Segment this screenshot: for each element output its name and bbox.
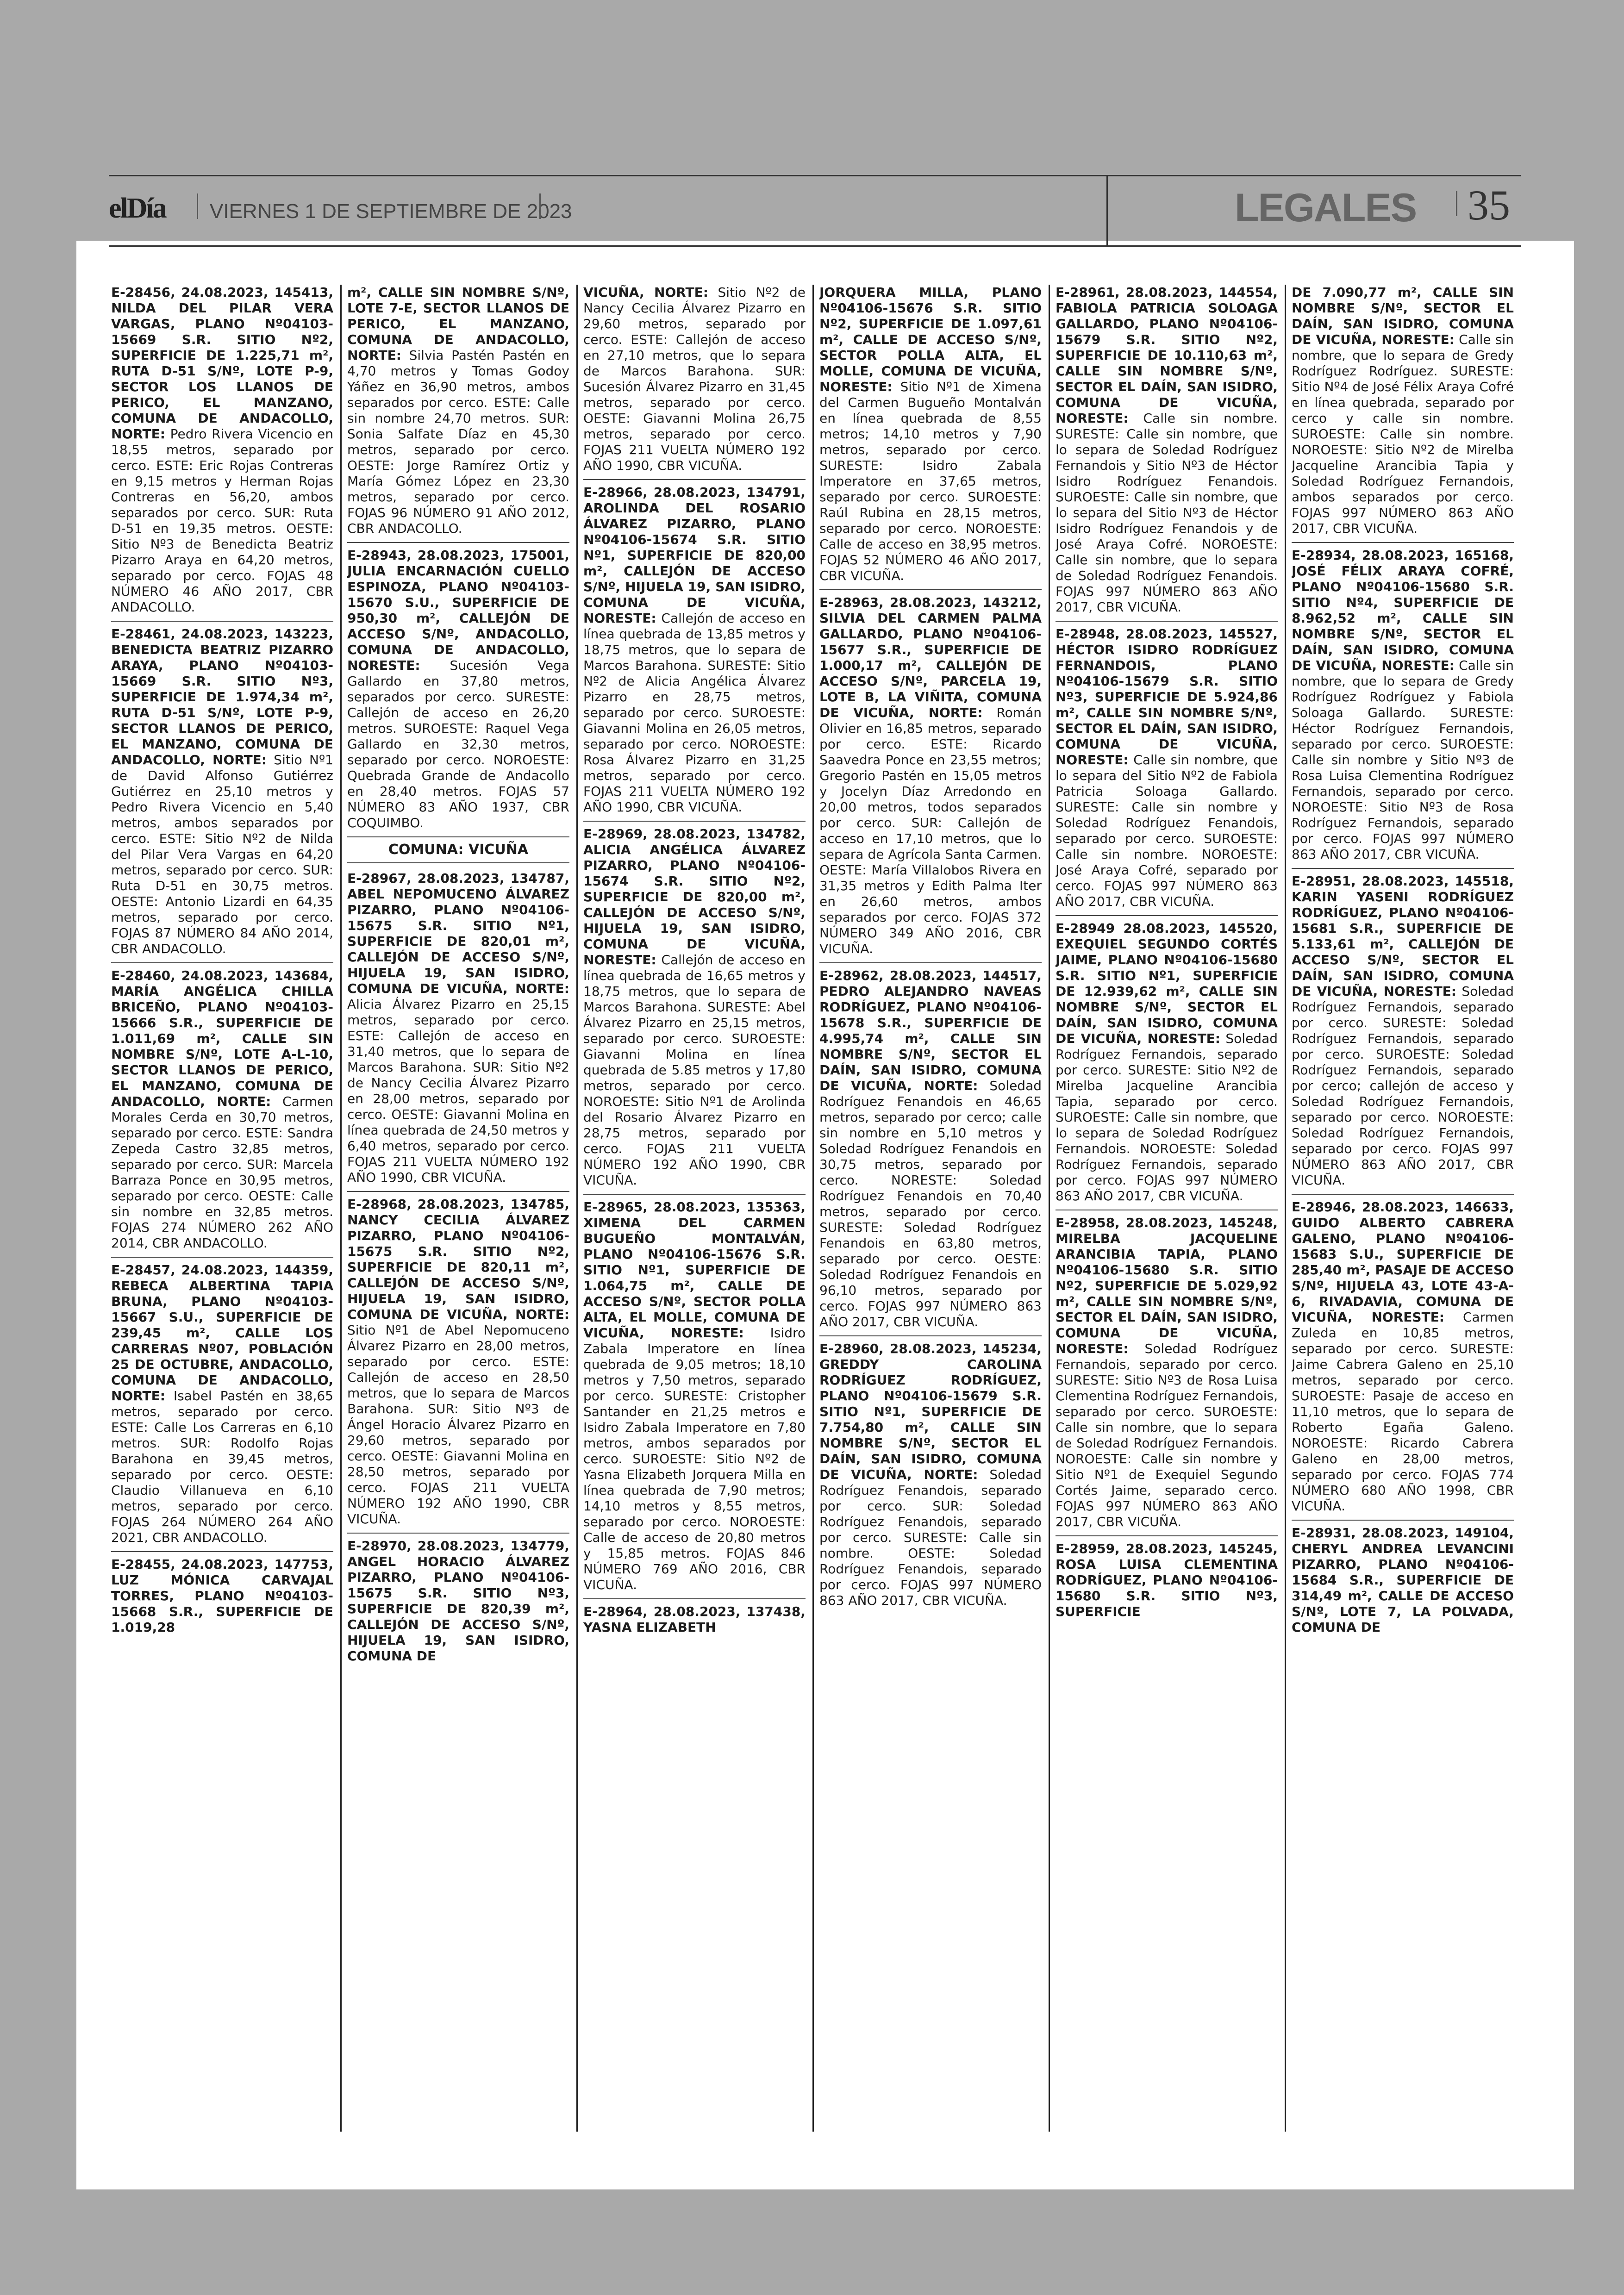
notice-heading: E-28965, 28.08.2023, 135363, XIMENA DEL CARMEN BUGUEÑO MONTALVÁN, PLANO Nº04106-15676 S.R. SITIO Nº1, SUPERFICIE DE 1.064,75 m², CALLE DE ACCESO S/Nº, SECTOR POLLA ALTA, EL MOLLE, COMUNA DE VICUÑA, NORESTE:: [583, 1199, 806, 1341]
notice-body: Carmen Morales Cerda en 30,70 metros, separado por cerco. ESTE: Sandra Zepeda Castro 32,85 metros, separado por cerco. SUR: Marcela Barraza Ponce en 30,95 metros, separado por cerco. OESTE: Calle sin nombre en 32,85 metros. FOJAS 274 NÚMERO 262 AÑO 2014, CBR ANDACOLLO.: [111, 1094, 333, 1251]
notice-heading: E-28455, 24.08.2023, 147753, LUZ MÓNICA CARVAJAL TORRES, PLANO Nº04103-15668 S.R., SUPERFICIE DE 1.019,28: [111, 1557, 333, 1635]
notice-heading: E-28958, 28.08.2023, 145248, MIRELBA JACQUELINE ARANCIBIA TAPIA, PLANO Nº04106-15680 S.R. SITIO Nº2, SUPERFICIE DE 5.029,92 m², CALLE SIN NOMBRE S/Nº, SECTOR EL DAÍN, SAN ISIDRO, COMUNA DE VICUÑA, NORESTE:: [1056, 1215, 1278, 1356]
legal-notice: [583, 1604, 806, 1641]
notice-heading: E-28964, 28.08.2023, 137438, YASNA ELIZABETH: [583, 1604, 806, 1635]
column-rule: [576, 285, 578, 2132]
legal-notice: [1292, 1199, 1514, 1521]
newspaper-logo: elDía: [109, 193, 166, 224]
notice-body: Pedro Rivera Vicencio en 18,55 metros, separado por cerco. ESTE: Eric Rojas Contreras en 9,15 metros y Herman Rojas Contreras en 56,20, ambos separados por cerco. SUR: Ruta D-51 en 19,35 metros. OESTE: Sitio Nº3 de Benedicta Beatriz Pizarro Araya en 64,20 metros, separado por cerco. FOJAS 48 NÚMERO 46 AÑO 2017, CBR ANDACOLLO.: [111, 426, 333, 615]
page-number: 35: [1468, 181, 1510, 229]
column-4: [819, 285, 1042, 2132]
notice-heading: DE 7.090,77 m², CALLE SIN NOMBRE S/Nº, SECTOR EL DAÍN, SAN ISIDRO, COMUNA DE VICUÑA, NORESTE:: [1292, 285, 1514, 347]
notice-heading: E-28951, 28.08.2023, 145518, KARIN YASENI RODRÍGUEZ RODRÍGUEZ, PLANO Nº04106-15681 S.R., SUPERFICIE DE 5.133,61 m², CALLEJÓN DE ACCESO S/Nº, SECTOR EL DAÍN, SAN ISIDRO, COMUNA DE VICUÑA, NORESTE:: [1292, 873, 1514, 999]
legal-notice: [1056, 1541, 1278, 1625]
notice-body: Sitio Nº1 de Ximena del Carmen Bugueño Montalván en línea quebrada de 8,55 metros; 14,10 metros y 7,90 metros, separado por cerco. SURESTE: Isidro Zabala Imperatore en 37,65 metros, separado por cerco. SUROESTE: Raúl Rubina en 28,15 metros, separado por cerco. NOROESTE: Calle de acceso en 38,95 metros. FOJAS 52 NÚMERO 46 AÑO 2017, CBR VICUÑA.: [819, 379, 1042, 583]
notice-heading: E-28460, 24.08.2023, 143684, MARÍA ANGÉLICA CHILLA BRICEÑO, PLANO Nº04103-15666 S.R., SUPERFICIE DE 1.011,69 m², CALLE SIN NOMBRE S/Nº, LOTE A-L-10, SECTOR LLANOS DE PERICO, EL MANZANO, COMUNA DE ANDACOLLO, NORTE:: [111, 968, 333, 1109]
notice-heading: E-28461, 24.08.2023, 143223, BENEDICTA BEATRIZ PIZARRO ARAYA, PLANO Nº04103-15669 S.R. SITIO Nº3, SUPERFICIE DE 1.974,34 m², RUTA D-51 S/Nº, LOTE P-9, SECTOR LLANOS DE PERICO, EL MANZANO, COMUNA DE ANDACOLLO, NORTE:: [111, 626, 333, 767]
column-6: [1292, 285, 1514, 2132]
column-3: [583, 285, 806, 2132]
notice-heading: E-28962, 28.08.2023, 144517, PEDRO ALEJANDRO NAVEAS RODRÍGUEZ, PLANO Nº04106-15678 S.R., SUPERFICIE DE 4.995,74 m², CALLE SIN NOMBRE S/Nº, SECTOR EL DAÍN, SAN ISIDRO, COMUNA DE VICUÑA, NORTE:: [819, 968, 1042, 1093]
legal-notice: [583, 285, 806, 480]
column-5: [1056, 285, 1278, 2132]
legal-notice: [111, 285, 333, 622]
notice-body: Carmen Zuleda en 10,85 metros, separado por cerco. SURESTE: Jaime Cabrera Galeno en 25,10 metros, separado por cerco. SUROESTE: Pasaje de acceso en 11,10 metros, que lo separa de Roberto Egaña Galeno. NOROESTE: Ricardo Cabrera Galeno en 28,00 metros, separado por cerco. FOJAS 774 NÚMERO 680 AÑO 1998, CBR VICUÑA.: [1292, 1310, 1514, 1514]
notice-heading: E-28946, 28.08.2023, 146633, GUIDO ALBERTO CABRERA GALENO, PLANO Nº04106-15683 S.U., SUPERFICIE DE 285,40 m², PASAJE DE ACCESO S/Nº, HIJUELA 43, LOTE 43-A-6, RIVADAVIA, COMUNA DE VICUÑA, NORESTE:: [1292, 1199, 1514, 1325]
legal-notice: [111, 1557, 333, 1641]
legal-notice: [583, 826, 806, 1195]
notice-heading: E-28969, 28.08.2023, 134782, ALICIA ANGÉLICA ÁLVAREZ PIZARRO, PLANO Nº04106-15674 S.R. SITIO Nº2, SUPERFICIE DE 820,00 m², CALLEJÓN DE ACCESO S/Nº, HIJUELA 19, SAN ISIDRO, COMUNA DE VICUÑA, NORESTE:: [583, 826, 806, 967]
legal-notice: [347, 548, 569, 837]
notice-body: Soledad Rodríguez Fernandois, separado por cerco. SURESTE: Sitio Nº3 de Rosa Luisa Clementina Rodríguez Fernandois, separado por cerco. SUROESTE: Calle sin nombre, que lo separa de Soledad Rodríguez Fernandois. NOROESTE: Calle sin nombre y Sitio Nº1 de Exequiel Segundo Cortés Jaime, separado cerco. FOJAS 997 NÚMERO 863 AÑO 2017, CBR VICUÑA.: [1056, 1341, 1278, 1529]
notice-body: Soledad Rodríguez Fernandois, separado por cerco. SURESTE: Sitio Nº2 de Mirelba Jacqueline Arancibia Tapia, separado por cerco. SUROESTE: Calle sin nombre, que lo separa de Soledad Rodríguez Fernandois. NOROESTE: Soledad Rodríguez Fernandois, separado por cerco. FOJAS 997 NÚMERO 863 AÑO 2017, CBR VICUÑA.: [1056, 1031, 1278, 1204]
column-rule: [812, 285, 814, 2132]
notice-body: Alicia Álvarez Pizarro en 25,15 metros, separado por cerco. ESTE: Callejón de acceso en 31,40 metros, que lo separa de Marcos Barahona. SUR: Sitio Nº2 de Nancy Cecilia Álvarez Pizarro en 28,00 metros, separado por cerco. OESTE: Giavanni Molina en línea quebrada de 24,50 metros y 6,40 metros, separado por cerco. FOJAS 211 VUELTA NÚMERO 192 AÑO 1990, CBR VICUÑA.: [347, 997, 569, 1185]
legal-notice: [1292, 285, 1514, 543]
notice-body: Román Olivier en 16,85 metros, separado por cerco. ESTE: Ricardo Saavedra Ponce en 23,55 metros; Gregorio Pastén en 15,05 metros y Jocelyn Díaz Arredondo en 20,00 metros, todos separados por cerco. SUR: Callejón de acceso en 17,10 metros, que lo separa de Agrícola Santa Carmen. OESTE: María Villalobos Rivera en 31,35 metros y Edith Palma Iter en 26,60 metros, ambos separados por cerco. FOJAS 372 NÚMERO 349 AÑO 2016, CBR VICUÑA.: [819, 705, 1042, 956]
notice-body: Sitio Nº1 de David Alfonso Gutiérrez Gutiérrez en 25,10 metros y Pedro Rivera Vicencio en 5,40 metros, ambos separados por cerco. ESTE: Sitio Nº2 de Nilda del Pilar Vera Vargas en 64,20 metros, separado por cerco. SUR: Ruta D-51 en 30,75 metros. OESTE: Antonio Lizardi en 64,35 metros, separado por cerco. FOJAS 87 NÚMERO 84 AÑO 2014, CBR ANDACOLLO.: [111, 752, 333, 956]
notice-heading: E-28457, 24.08.2023, 144359, REBECA ALBERTINA TAPIA BRUNA, PLANO Nº04103-15667 S.U., SUPERFICIE DE 239,45 m², CALLE LOS CARRERAS Nº07, POBLACIÓN 25 DE OCTUBRE, ANDACOLLO, COMUNA DE ANDACOLLO, NORTE:: [111, 1262, 333, 1403]
notice-heading: E-28967, 28.08.2023, 134787, ABEL NEPOMUCENO ÁLVAREZ PIZARRO, PLANO Nº04106-15675 S.R. SITIO Nº1, SUPERFICIE DE 820,01 m², CALLEJÓN DE ACCESO S/Nº, HIJUELA 19, SAN ISIDRO, COMUNA DE VICUÑA, NORTE:: [347, 871, 569, 996]
header-divider: [539, 193, 541, 219]
legal-notice: [1292, 873, 1514, 1195]
legal-notice: [111, 626, 333, 963]
notice-heading: E-28970, 28.08.2023, 134779, ANGEL HORACIO ÁLVAREZ PIZARRO, PLANO Nº04106-15675 S.R. SITIO Nº3, SUPERFICIE DE 820,39 m², CALLEJÓN DE ACCESO S/Nº, HIJUELA 19, SAN ISIDRO, COMUNA DE: [347, 1538, 569, 1664]
notice-heading: E-28943, 28.08.2023, 175001, JULIA ENCARNACIÓN CUELLO ESPINOZA, PLANO Nº04103-15670 S.U., SUPERFICIE DE 950,30 m², CALLEJÓN DE ACCESO S/Nº, ANDACOLLO, COMUNA DE ANDACOLLO, NORESTE:: [347, 548, 569, 673]
legal-notice: [347, 871, 569, 1192]
legal-notice: [819, 968, 1042, 1336]
section-title: LEGALES: [1235, 186, 1417, 230]
notice-heading: E-28966, 28.08.2023, 134791, AROLINDA DEL ROSARIO ÁLVAREZ PIZARRO, PLANO Nº04106-15674 S.R. SITIO Nº1, SUPERFICIE DE 820,00 m², CALLEJÓN DE ACCESO S/Nº, HIJUELA 19, SAN ISIDRO, COMUNA DE VICUÑA, NORESTE:: [583, 485, 806, 626]
notice-body: Isabel Pastén en 38,65 metros, separado por cerco. ESTE: Calle Los Carreras en 6,10 metros. SUR: Rodolfo Rojas Barahona en 39,45 metros, separado por cerco. OESTE: Claudio Villanueva en 6,10 metros, separado por cerco. FOJAS 264 NÚMERO 264 AÑO 2021, CBR ANDACOLLO.: [111, 1388, 333, 1545]
legal-notice: [1292, 1525, 1514, 1641]
legal-notice: [819, 1341, 1042, 1614]
header-divider: [1456, 191, 1457, 216]
notice-body: Callejón de acceso en línea quebrada de 16,65 metros y 18,75 metros, que lo separa de Marcos Barahona. SURESTE: Abel Álvarez Pizarro en 25,15 metros, separado por cerco. SUROESTE: Giavanni Molina en línea quebrada de 5.85 metros y 17,80 metros, separado por cerco. NOROESTE: Sitio Nº1 de Arolinda del Rosario Álvarez Pizarro en 28,75 metros, separado por cerco. FOJAS 211 VUELTA NÚMERO 192 AÑO 1990, CBR VICUÑA.: [583, 952, 806, 1188]
column-2: [347, 285, 569, 2132]
notice-heading: E-28968, 28.08.2023, 134785, NANCY CECILIA ÁLVAREZ PIZARRO, PLANO Nº04106-15675 S.R. SITIO Nº2, SUPERFICIE DE 820,11 m², CALLEJÓN DE ACCESO S/Nº, HIJUELA 19, SAN ISIDRO, COMUNA DE VICUÑA, NORTE:: [347, 1197, 569, 1322]
notice-body: Isidro Zabala Imperatore en línea quebrada de 9,05 metros; 18,10 metros y 7,50 metros, separado por cerco. SURESTE: Cristopher Santander en 21,25 metros e Isidro Zabala Imperatore en 7,80 metros, ambos separados por cerco. SUROESTE: Sitio Nº2 de Yasna Elizabeth Jorquera Milla en línea quebrada de 7,90 metros; 14,10 metros y 8,55 metros, separado por cerco. NOROESTE: Calle de acceso de 20,80 metros y 15,85 metros. FOJAS 846 NÚMERO 769 AÑO 2016, CBR VICUÑA.: [583, 1325, 806, 1592]
legal-notice: [347, 285, 569, 543]
legal-notice: [583, 485, 806, 822]
issue-date: VIERNES 1 DE SEPTIEMBRE DE 2023: [210, 200, 572, 223]
notice-body: Calle sin nombre, que lo separa de Gredy Rodríguez Rodríguez. SURESTE: Sitio Nº4 de José Félix Araya Cofré en línea quebrada, separado por cerco y calle sin nombre. SUROESTE: Calle sin nombre. NOROESTE: Sitio Nº2 de Mirelba Jacqueline Arancibia Tapia y Soledad Rodríguez Fernandois, ambos separados por cerco. FOJAS 997 NÚMERO 863 AÑO 2017, CBR VICUÑA.: [1292, 332, 1514, 536]
column-rule: [1285, 285, 1286, 2132]
legal-notice: [347, 1197, 569, 1534]
header-divider: [1106, 175, 1108, 245]
notice-body: Sucesión Vega Gallardo en 37,80 metros, separados por cerco. SURESTE: Callejón de acceso en 26,20 metros. SUROESTE: Raquel Vega Gallardo en 32,30 metros, separado por cerco. NOROESTE: Quebrada Grande de Andacollo en 28,40 metros. FOJAS 57 NÚMERO 83 AÑO 1937, CBR COQUIMBO.: [347, 658, 569, 830]
notice-body: Sitio Nº1 de Abel Nepomuceno Álvarez Pizarro en 28,00 metros, separado por cerco. ESTE: Callejón de acceso en 28,50 metros, que lo separa de Marcos Barahona. SUR: Sitio Nº3 de Ángel Horacio Álvarez Pizarro en 29,60 metros, separado por cerco. OESTE: Giavanni Molina en 28,50 metros, separado por cerco. FOJAS 211 VUELTA NÚMERO 192 AÑO 1990, CBR VICUÑA.: [347, 1322, 569, 1527]
notice-body: Soledad Rodríguez Fenandois en 46,65 metros, separado por cerco; calle sin nombre en 5,10 metros y Soledad Rodríguez Fenandois en 30,75 metros, separado por cerco. NORESTE: Soledad Rodríguez Fenandois en 70,40 metros, separado por cerco. SURESTE: Soledad Rodríguez Fenandois en 63,80 metros, separado por cerco. OESTE: Soledad Rodríguez Fenandois en 96,10 metros, separado por cerco. FOJAS 997 NÚMERO 863 AÑO 2017, CBR VICUÑA.: [819, 1078, 1042, 1329]
notice-heading: E-28949 28.08.2023, 145520, EXEQUIEL SEGUNDO CORTÉS JAIME, PLANO Nº04106-15680 S.R. SITIO Nº1, SUPERFICIE DE 12.939,62 m², CALLE SIN NOMBRE S/Nº, SECTOR EL DAÍN, SAN ISIDRO, COMUNA DE VICUÑA, NORESTE:: [1056, 921, 1278, 1046]
legal-notice: [1056, 626, 1278, 916]
notice-heading: E-28456, 24.08.2023, 145413, NILDA DEL PILAR VERA VARGAS, PLANO Nº04103-15669 S.R. SITIO Nº2, SUPERFICIE DE 1.225,71 m², RUTA D-51 S/Nº, LOTE P-9, SECTOR LOS LLANOS DE PERICO, EL MANZANO, COMUNA DE ANDACOLLO, NORTE:: [111, 285, 333, 442]
notice-heading: E-28931, 28.08.2023, 149104, CHERYL ANDREA LEVANCINI PIZARRO, PLANO Nº04106-15684 S.R., SUPERFICIE DE 314,49 m², CALLE DE ACCESO S/Nº, LOTE 7, LA POLVADA, COMUNA DE: [1292, 1525, 1514, 1635]
notice-heading: E-28963, 28.08.2023, 143212, SILVIA DEL CARMEN PALMA GALLARDO, PLANO Nº04106-15677 S.R., SUPERFICIE DE 1.000,17 m², CALLEJÓN DE ACCESO S/Nº, PARCELA 19, LOTE B, LA VIÑITA, COMUNA DE VICUÑA, NORTE:: [819, 595, 1042, 720]
legal-notice: [583, 1199, 806, 1599]
notice-body: Soledad Rodríguez Fenandois, separado por cerco. SUR: Soledad Rodríguez Fenandois, separado por cerco. SURESTE: Calle sin nombre. OESTE: Soledad Rodríguez Fenandois, separado por cerco. FOJAS 997 NÚMERO 863 AÑO 2017, CBR VICUÑA.: [819, 1467, 1042, 1608]
notice-heading: JORQUERA MILLA, PLANO Nº04106-15676 S.R. SITIO Nº2, SUPERFICIE DE 1.097,61 m², CALLE DE ACCESO S/Nº, SECTOR POLLA ALTA, EL MOLLE, COMUNA DE VICUÑA, NORESTE:: [819, 285, 1042, 394]
legal-notice: [1056, 285, 1278, 622]
notice-heading: E-28959, 28.08.2023, 145245, ROSA LUISA CLEMENTINA RODRÍGUEZ, PLANO Nº04106-15680 S.R. SITIO Nº3, SUPERFICIE: [1056, 1541, 1278, 1619]
notice-heading: E-28934, 28.08.2023, 165168, JOSÉ FÉLIX ARAYA COFRÉ, PLANO Nº04106-15680 S.R. SITIO Nº4, SUPERFICIE DE 8.962,52 m², CALLE SIN NOMBRE S/Nº, SECTOR EL DAÍN, SAN ISIDRO, COMUNA DE VICUÑA, NORESTE:: [1292, 548, 1514, 673]
header-bottom-rule: [109, 245, 1521, 247]
legal-notice: [111, 1262, 333, 1552]
legal-notice: [1056, 1215, 1278, 1536]
notice-heading: E-28960, 28.08.2023, 145234, GREDDY CAROLINA RODRÍGUEZ RODRÍGUEZ, PLANO Nº04106-15679 S.R. SITIO Nº1, SUPERFICIE DE 7.754,80 m², CALLE SIN NOMBRE S/Nº, SECTOR EL DAÍN, SAN ISIDRO, COMUNA DE VICUÑA, NORTE:: [819, 1341, 1042, 1482]
column-rule: [340, 285, 342, 2132]
notice-body: Silvia Pastén Pastén en 4,70 metros y Tomas Godoy Yáñez en 36,90 metros, ambos separados por cerco. ESTE: Calle sin nombre 24,70 metros. SUR: Sonia Salfate Díaz en 45,30 metros, separado por cerco. OESTE: Jorge Ramírez Ortiz y María Gómez López en 23,30 metros, separado por cerco. FOJAS 96 NÚMERO 91 AÑO 2012, CBR ANDACOLLO.: [347, 348, 569, 536]
notice-heading: m², CALLE SIN NOMBRE S/Nº, LOTE 7-E, SECTOR LLANOS DE PERICO, EL MANZANO, COMUNA DE ANDACOLLO, NORTE:: [347, 285, 569, 363]
header-top-rule: [109, 175, 1521, 176]
legal-notice: [819, 595, 1042, 963]
legal-notice: [1292, 548, 1514, 869]
column-1: [111, 285, 333, 2132]
legal-notices-columns: [111, 285, 1516, 2136]
notice-body: Sitio Nº2 de Nancy Cecilia Álvarez Pizarro en 29,60 metros, separado por cerco. ESTE: Callejón de acceso en 27,10 metros, que lo separa de Marcos Barahona. SUR: Sucesión Álvarez Pizarro en 31,45 metros, separado por cerco. OESTE: Giavanni Molina 26,75 metros, separado por cerco. FOJAS 211 VUELTA NÚMERO 192 AÑO 1990, CBR VICUÑA.: [583, 285, 806, 473]
commune-heading: COMUNA: VICUÑA: [347, 842, 569, 863]
column-rule: [1049, 285, 1050, 2132]
notice-body: Soledad Rodríguez Fernandois, separado por cerco. SURESTE: Soledad Rodríguez Fernandois, separado por cerco. SUROESTE: Soledad Rodríguez Fernandois, separado por cerco; callejón de acceso y Soledad Rodríguez Fernandois, separado por cerco. NOROESTE: Soledad Rodríguez Fernandois, separado por cerco. FOJAS 997 NÚMERO 863 AÑO 2017, CBR VICUÑA.: [1292, 984, 1514, 1188]
page-header: [109, 171, 1521, 250]
notice-body: Callejón de acceso en línea quebrada de 13,85 metros y 18,75 metros, que lo separa de Marcos Barahona. SURESTE: Sitio Nº2 de Alicia Angélica Álvarez Pizarro en 28,75 metros, separado por cerco. SUROESTE: Giavanni Molina en 26,05 metros, separado por cerco. NOROESTE: Rosa Álvarez Pizarro en 31,25 metros, separado por cerco. FOJAS 211 VUELTA NÚMERO 192 AÑO 1990, CBR VICUÑA.: [583, 611, 806, 815]
legal-notice: [1056, 921, 1278, 1210]
notice-body: Calle sin nombre, que lo separa de Gredy Rodríguez Rodríguez y Fabiola Soloaga Gallardo. SURESTE: Héctor Rodríguez Fernandois, separado por cerco. SUROESTE: Calle sin nombre y Sitio Nº3 de Rosa Luisa Clementina Rodríguez Fernandois, separado por cerco. NOROESTE: Sitio Nº3 de Rosa Rodríguez Fernandois, separado por cerco. FOJAS 997 NÚMERO 863 AÑO 2017, CBR VICUÑA.: [1292, 658, 1514, 862]
legal-notice: [347, 1538, 569, 1670]
legal-notice: [111, 968, 333, 1258]
notice-body: Calle sin nombre. SURESTE: Calle sin nombre, que lo separa de Soledad Rodríguez Fernandois y Sitio Nº3 de Héctor Isidro Rodríguez Fenandois. SUROESTE: Calle sin nombre, que lo separa del Sitio Nº3 de Héctor Isidro Rodríguez Fenandois y de José Araya Cofré. NOROESTE: Calle sin nombre, que lo separa de Soledad Rodríguez Fenandois. FOJAS 997 NÚMERO 863 AÑO 2017, CBR VICUÑA.: [1056, 411, 1278, 615]
header-divider: [197, 193, 198, 219]
legal-notice: [819, 285, 1042, 590]
notice-body: Calle sin nombre, que lo separa del Sitio Nº2 de Fabiola Patricia Soloaga Gallardo. SURESTE: Calle sin nombre y Soledad Rodríguez Fenandois, separado por cerco. SUROESTE: Calle sin nombre. NOROESTE: José Araya Cofré, separado por cerco. FOJAS 997 NÚMERO 863 AÑO 2017, CBR VICUÑA.: [1056, 752, 1278, 909]
notice-heading: E-28948, 28.08.2023, 145527, HÉCTOR ISIDRO RODRÍGUEZ FERNANDOIS, PLANO Nº04106-15679 S.R. SITIO Nº3, SUPERFICIE DE 5.924,86 m², CALLE SIN NOMBRE S/Nº, SECTOR EL DAÍN, SAN ISIDRO, COMUNA DE VICUÑA, NORESTE:: [1056, 626, 1278, 767]
notice-heading: E-28961, 28.08.2023, 144554, FABIOLA PATRICIA SOLOAGA GALLARDO, PLANO Nº04106-15679 S.R. SITIO Nº2, SUPERFICIE DE 10.110,63 m², CALLE SIN NOMBRE S/Nº, SECTOR EL DAÍN, SAN ISIDRO, COMUNA DE VICUÑA, NORESTE:: [1056, 285, 1278, 426]
notice-heading: VICUÑA, NORTE:: [583, 285, 708, 300]
